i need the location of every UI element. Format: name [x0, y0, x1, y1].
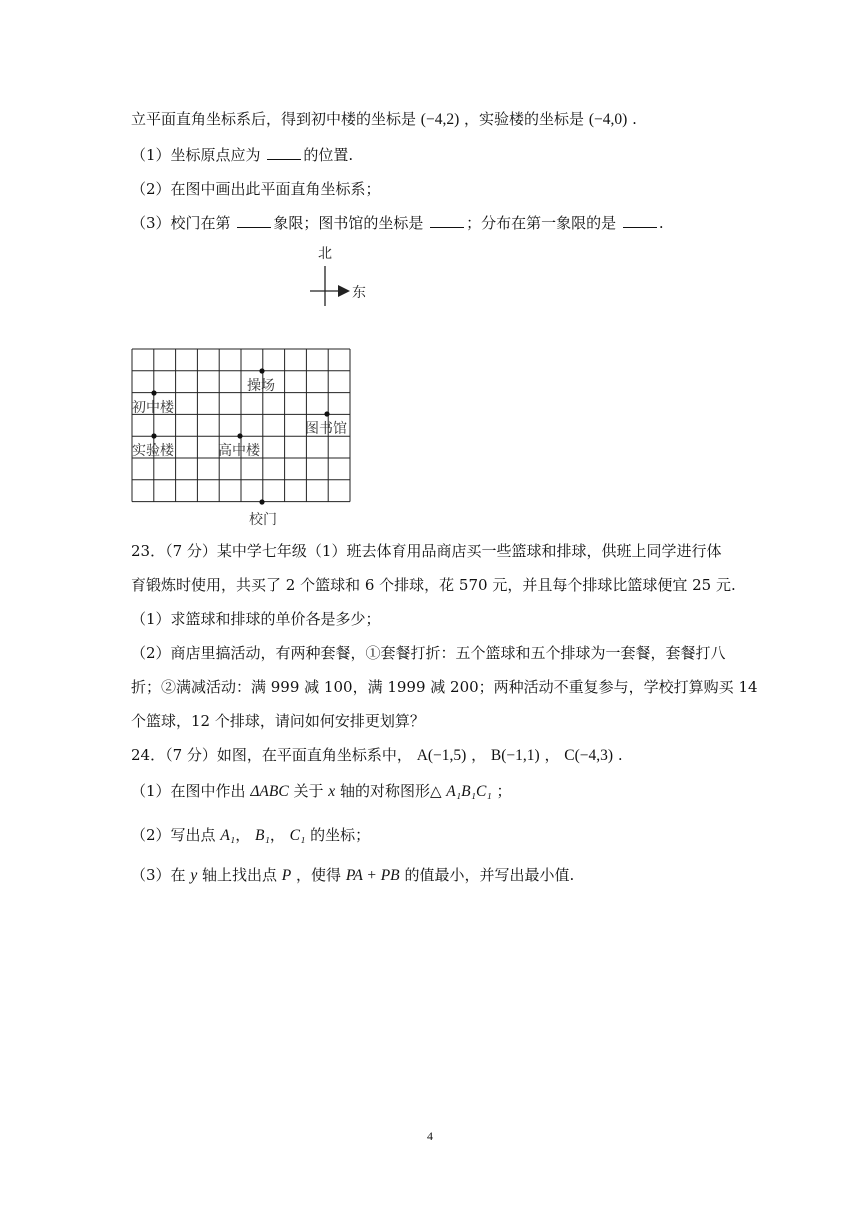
q22-part3-c: ；分布在第一象限的是	[466, 214, 617, 232]
q23-part2-line3-text: 个篮球，12 个排球，请问如何安排更划算？	[131, 712, 425, 730]
q24-expr: PA + PB	[345, 867, 400, 884]
q24-a1: A₁	[220, 827, 236, 844]
library-label: 图书馆	[305, 421, 347, 437]
q24-head-text: 24．（7 分）如图，在平面直角坐标系中，	[131, 746, 412, 764]
q24-sep: ，	[269, 826, 285, 844]
q22-intro-text: 立平面直角坐标系后，得到初中楼的坐标是	[131, 110, 417, 128]
q24-part1-mid2: 轴的对称图形△	[339, 782, 442, 800]
junior-building-point	[151, 390, 156, 395]
q22-intro	[131, 109, 637, 130]
q22-part3-b: 象限；图书馆的坐标是	[273, 214, 424, 232]
q22-part3-a: （3）校门在第	[131, 214, 231, 232]
q24-end: .	[617, 746, 623, 764]
q24-point-c: C(−4,3)	[564, 747, 614, 764]
lab-building-label: 实验楼	[132, 443, 174, 459]
q22-lab-coord: (−4,0)	[588, 111, 628, 128]
q24-point-a: A(−1,5)	[416, 747, 467, 764]
q23-part1-text: （1）求篮球和排球的单价各是多少；	[131, 610, 381, 628]
q23-line2-text: 育锻炼时使用，共买了 2 个篮球和 6 个排球，花 570 元，并且每个排球比篮球便宜 25 元.	[131, 576, 736, 594]
q23-line1	[131, 541, 721, 561]
campus-map	[120, 340, 370, 535]
q23-line1-text: 23．（7 分）某中学七年级（1）班去体育用品商店买一些篮球和排球，供班上同学进行体	[131, 542, 722, 560]
q24-part3-prefix: （3）在	[131, 866, 186, 884]
q23-part2-line1-text: （2）商店里搞活动，有两种套餐，①套餐打折：五个篮球和五个排球为一套餐，套餐打八	[131, 644, 726, 662]
lab-building-point	[151, 433, 156, 438]
compass-east-label: 东	[352, 285, 366, 301]
answer-blank[interactable]	[237, 213, 271, 228]
q24-axis-x: x	[328, 783, 336, 800]
q24-sep: ，	[235, 826, 251, 844]
q24-part3-mid: 轴上找出点	[202, 866, 278, 884]
q24-part1	[131, 781, 512, 802]
q24-c1: C₁	[289, 827, 306, 844]
q22-intro-mid: ，实验楼的坐标是	[464, 110, 585, 128]
q22-intro-end: .	[632, 110, 637, 128]
q23-part2-line2-text: 折；②满减活动：满 999 减 100，满 1999 减 200；两种活动不重复参与，学校打算购买 14	[131, 678, 758, 696]
q24-sep: ，	[544, 746, 560, 764]
senior-building-point	[237, 433, 242, 438]
q24-head	[131, 745, 623, 766]
compass-north-label: 北	[318, 246, 332, 262]
compass-east-arrow-icon	[338, 285, 350, 297]
q23-part2-line2	[131, 677, 758, 697]
q24-point-p: P	[281, 867, 292, 884]
compass	[300, 240, 380, 310]
q24-sep: ，	[471, 746, 487, 764]
q24-part3	[131, 865, 574, 886]
junior-building-label: 初中楼	[132, 400, 174, 416]
q24-part1-prefix: （1）在图中作出	[131, 782, 246, 800]
q24-axis-y: y	[190, 867, 198, 884]
q23-part1	[131, 609, 381, 629]
answer-blank[interactable]	[623, 213, 657, 228]
school-gate-point	[259, 499, 264, 504]
q24-part3-end: 的值最小，并写出最小值.	[404, 866, 575, 884]
q23-part2-line1	[131, 643, 726, 663]
q24-part3-mid2: ，使得	[296, 866, 342, 884]
q24-part2-end: 的坐标；	[310, 826, 371, 844]
q22-part3	[131, 213, 664, 233]
q23-line2	[131, 575, 736, 595]
playground-point	[259, 368, 264, 373]
q22-part1	[131, 145, 353, 165]
q22-part3-d: .	[658, 214, 664, 232]
q22-junior-coord: (−4,2)	[420, 111, 460, 128]
school-gate-label: 校门	[249, 512, 277, 528]
q24-part1-mid: 关于	[293, 782, 324, 800]
q23-part2-line3	[131, 711, 425, 731]
q24-part1-end: ；	[496, 782, 512, 800]
q24-point-b: B(−1,1)	[490, 747, 540, 764]
answer-blank[interactable]	[267, 145, 301, 160]
q22-part2	[131, 179, 381, 199]
q22-part1-suffix: 的位置.	[303, 146, 354, 164]
q24-triangle1: A₁B₁C₁	[446, 783, 492, 800]
q24-triangle: ΔABC	[250, 783, 289, 800]
q24-part2	[131, 825, 370, 846]
answer-blank[interactable]	[430, 213, 464, 228]
q24-b1: B₁	[254, 827, 270, 844]
page-number: 4	[427, 1129, 433, 1143]
q22-part2-text: （2）在图中画出此平面直角坐标系；	[131, 180, 381, 198]
q22-part1-text: （1）坐标原点应为	[131, 146, 261, 164]
playground-label: 操场	[247, 378, 275, 394]
library-point	[324, 411, 329, 416]
senior-building-label: 高中楼	[218, 443, 260, 459]
q24-part2-prefix: （2）写出点	[131, 826, 216, 844]
